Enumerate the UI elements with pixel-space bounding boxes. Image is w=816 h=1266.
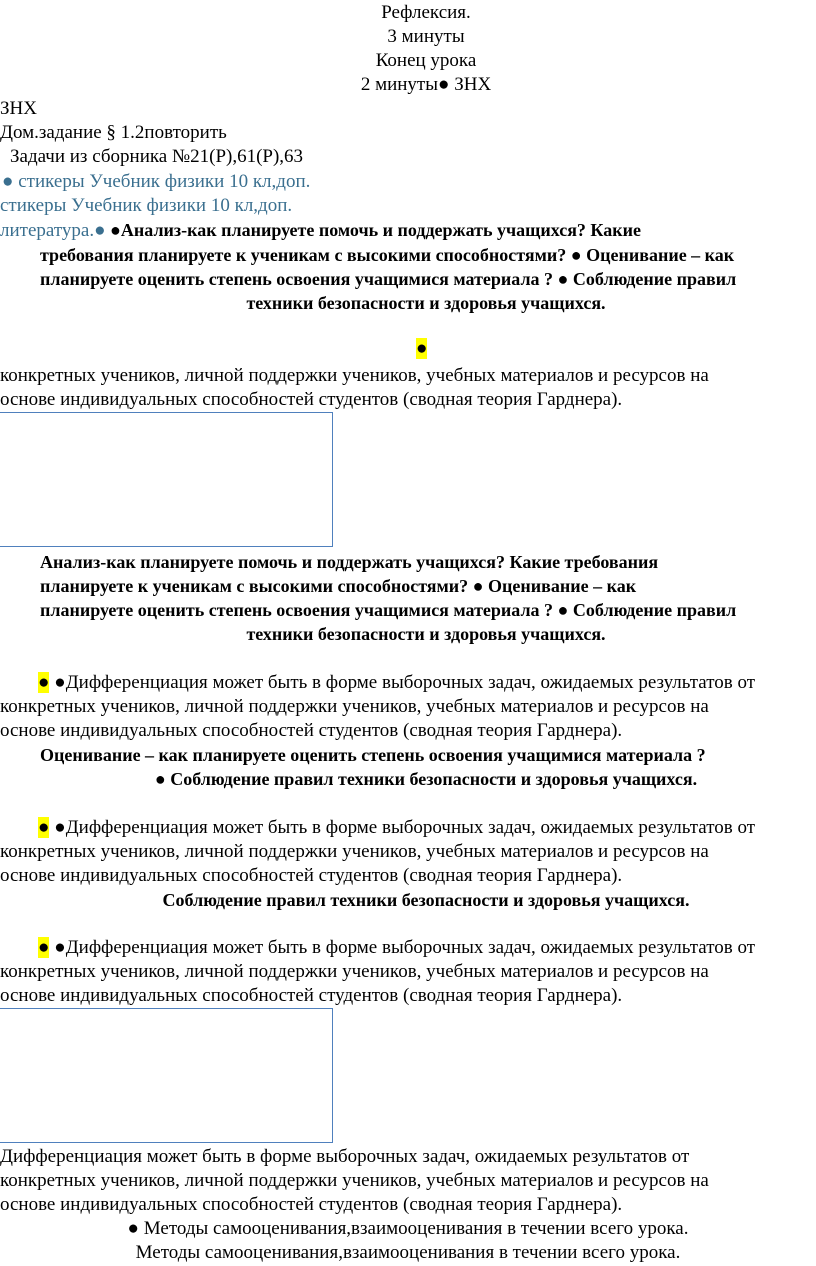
title-lesson-end: Конец урока (375, 50, 477, 71)
title-2-minutes: 2 минуты● ЗНХ (360, 74, 492, 95)
diff2-bullet: ● (38, 817, 50, 838)
diff2-lead-text: ●Дифференциация может быть в форме выборочных задач, ожидаемых результатов от (49, 817, 756, 838)
homework-problems: Задачи из сборника №21(Р),61(Р),63 (10, 146, 304, 167)
empty-frame-1 (0, 412, 333, 547)
final-para-2: основе индивидуальных способностей студентов (сводная теория Гарднера). (0, 1194, 623, 1215)
block1-para-2: основе индивидуальных способностей студентов (сводная теория Гарднера). (0, 389, 623, 410)
block2-line-3: планируете оценить степень освоения учащимися материала ? ● Соблюдение правил (40, 600, 737, 620)
block3-line-1: Оценивание – как планируете оценить степень освоения учащимися материала ? (40, 745, 706, 765)
diff1-bullet: ● (38, 672, 50, 693)
final-para-1: конкретных учеников, личной поддержки учеников, учебных материалов и ресурсов на (0, 1170, 709, 1191)
diff3-lead (38, 937, 755, 959)
diff1-lead (38, 672, 755, 694)
stickers-line-1: ● стикеры Учебник физики 10 кл,доп. (2, 171, 311, 192)
diff3-para-2: основе индивидуальных способностей студентов (сводная теория Гарднера). (0, 985, 623, 1006)
literature-text: литература.● (0, 220, 106, 241)
methods-line-2: Методы самооценивания,взаимооценивания в течении всего урока. (135, 1242, 681, 1263)
highlighted-bullet (416, 338, 427, 360)
title-3-minutes: 3 минуты (387, 26, 465, 47)
literature-analysis-line (0, 219, 641, 242)
block2-line-4: техники безопасности и здоровья учащихся. (246, 624, 606, 644)
diff1-para-1: конкретных учеников, личной поддержки учеников, учебных материалов и ресурсов на (0, 696, 709, 717)
stickers-line-2: стикеры Учебник физики 10 кл,доп. (0, 195, 293, 216)
block1-para-1: конкретных учеников, личной поддержки учеников, учебных материалов и ресурсов на (0, 365, 709, 386)
block1-line-2: требования планируете к ученикам с высокими способностями? ● Оценивание – как (40, 245, 735, 265)
block1-line-4: техники безопасности и здоровья учащихся. (246, 293, 606, 313)
empty-frame-2 (0, 1008, 333, 1143)
diff3-bullet: ● (38, 937, 50, 958)
diff2-para-2: основе индивидуальных способностей студентов (сводная теория Гарднера). (0, 865, 623, 886)
diff2-lead (38, 817, 755, 839)
diff3-para-1: конкретных учеников, личной поддержки учеников, учебных материалов и ресурсов на (0, 961, 709, 982)
diff2-para-1: конкретных учеников, личной поддержки учеников, учебных материалов и ресурсов на (0, 841, 709, 862)
diff1-lead-text: ●Дифференциация может быть в форме выборочных задач, ожидаемых результатов от (49, 672, 756, 693)
homework-task: Дом.задание § 1.2повторить (0, 122, 227, 143)
methods-line-1: ● Методы самооценивания,взаимооценивания в течении всего урока. (127, 1218, 689, 1239)
homework-label: ЗНХ (0, 98, 37, 119)
bullet-mark: ● (416, 338, 428, 359)
final-para-0: Дифференциация может быть в форме выборочных задач, ожидаемых результатов от (0, 1146, 690, 1167)
analysis-inline: ●Анализ-как планируете помочь и поддержать учащихся? Какие (105, 220, 641, 240)
block4-line-1: Соблюдение правил техники безопасности и здоровья учащихся. (162, 890, 690, 910)
block2-line-2: планируете к ученикам с высокими способностями? ● Оценивание – как (40, 576, 637, 596)
diff3-lead-text: ●Дифференциация может быть в форме выборочных задач, ожидаемых результатов от (49, 937, 756, 958)
block1-line-3: планируете оценить степень освоения учащимися материала ? ● Соблюдение правил (40, 269, 737, 289)
diff1-para-2: основе индивидуальных способностей студентов (сводная теория Гарднера). (0, 720, 623, 741)
title-reflection: Рефлексия. (381, 2, 471, 23)
block3-line-2: ● Соблюдение правил техники безопасности и здоровья учащихся. (154, 769, 698, 789)
block2-line-1: Анализ-как планируете помочь и поддержать учащихся? Какие требования (40, 552, 659, 572)
